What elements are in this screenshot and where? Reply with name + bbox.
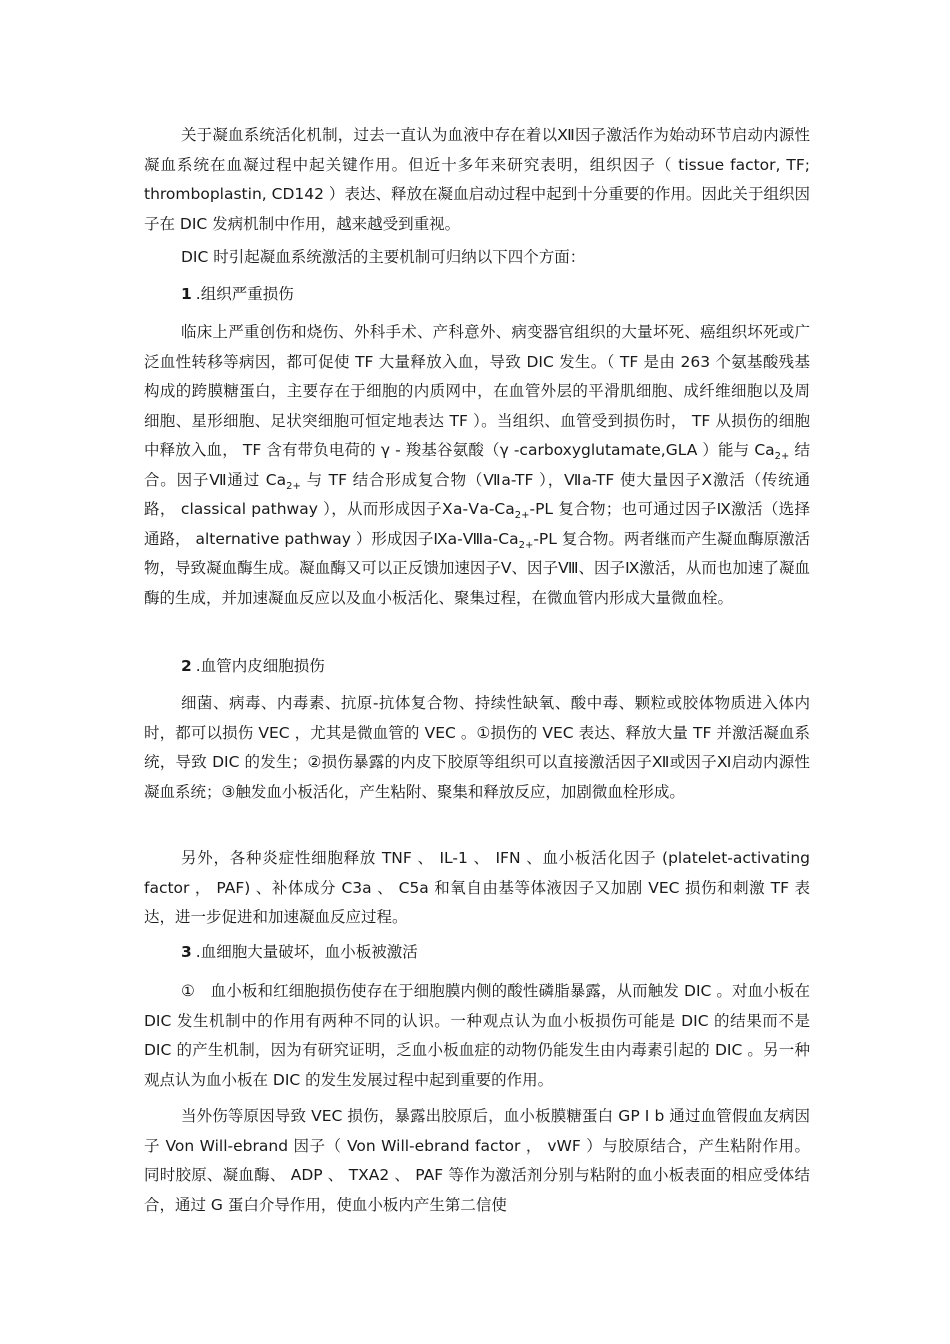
paragraph-inflammatory-cells: 另外，各种炎症性细胞释放 TNF 、 IL-1 、 IFN 、血小板活化因子 (platelet-activating factor ， PAF) 、补体成分 C3a 、 C5a 和氧自由基等体液因子又加剧 VEC 损伤和刺激 TF 表达，进一步促进和加速凝血反应过程。 (144, 849, 810, 926)
text-segment: 与 TF 结合形成复合物（Ⅶa-TF ），Ⅶa-TF 使大量因子Ⅹ激活（传统通路， classical pathway ），从而形成因子Ⅹa-Ⅴa-Ca (144, 470, 810, 518)
paragraph-intro: 关于凝血系统活化机制，过去一直认为血液中存在着以Ⅻ因子激活作为始动环节启动内源性凝血系统在血凝过程中起关键作用。但近十多年来研究表明，组织因子（ tissue factor, TF; thromboplastin, CD142 ）表达、释放在凝血启动过程中起到十分重要的作用。因此关于组织因子在 DIC 发病机制中作用，越来越受到重视。 (144, 126, 810, 233)
paragraph-vec-collagen: 当外伤等原因导致 VEC 损伤，暴露出胶原后，血小板膜糖蛋白 GP Ⅰ b 通过血管假血友病因子 Von Will-ebrand 因子（ Von Will-ebrand factor ， vWF ）与胶原结合，产生粘附作用。同时胶原、凝血酶、 ADP 、 TXA2 、 PAF 等作为激活剂分别与粘附的血小板表面的相应受体结合，通过 G 蛋白介导作用，使血小板内产生第二信使 (144, 1107, 810, 1214)
text-segment: -PL 复合物。两者继而产生凝血酶原激活物，导致凝血酶生成。凝血酶又可以正反馈加速因子Ⅴ、因子Ⅷ、因子Ⅸ激活，从而也加速了凝血酶的生成，并加速凝血反应以及血小板活化、聚集过程，在微血管内形成大量微血栓。 (144, 529, 810, 607)
paragraph-tissue-injury (144, 318, 810, 613)
paragraph-endothelial-injury: 细菌、病毒、内毒素、抗原-抗体复合物、持续性缺氧、酸中毒、颗粒或胶体物质进入体内时，都可以损伤 VEC ，尤其是微血管的 VEC 。①损伤的 VEC 表达、释放大量 TF 并激活凝血系统，导致 DIC 的发生；②损伤暴露的内皮下胶原等组织可以直接激活因子Ⅻ或因子Ⅺ启动内源性凝血系统；③触发血小板活化，产生粘附、聚集和释放反应，加剧微血栓形成。 (144, 694, 810, 801)
subscript: 2+ (514, 510, 530, 521)
section-heading-3 (181, 938, 418, 968)
text-segment: 临床上严重创伤和烧伤、外科手术、产科意外、病变器官组织的大量坏死、癌组织坏死或广泛血性转移等病因，都可促使 TF 大量释放入血，导致 DIC 发生。（ TF 是由 263 个氨基酸残基构成的跨膜糖蛋白，主要存在于细胞的内质网中，在血管外层的平滑肌细胞、成纤维细胞以及周细胞、星形细胞、足状突细胞可恒定地表达 TF ）。当组织、血管受到损伤时， TF 从损伤的细胞中释放入血， TF 含有带负电荷的 γ - 羧基谷氨酸（γ -carboxyglutamate,GLA ）能与 Ca (144, 323, 810, 459)
section-heading-1 (181, 280, 294, 310)
heading-separator: . (195, 657, 201, 675)
heading-text: 组织严重损伤 (200, 285, 294, 303)
text-segment: 结合。因子Ⅶ通过 Ca (144, 441, 810, 489)
paragraph-platelet-damage: ① 血小板和红细胞损伤使存在于细胞膜内侧的酸性磷脂暴露，从而触发 DIC 。对血小板在 DIC 发生机制中的作用有两种不同的认识。一种观点认为血小板损伤可能是 DIC 的结果而不是 DIC 的产生机制，因为有研究证明，乏血小板血症的动物仍能发生由内毒素引起的 DIC 。另一种观点认为血小板在 DIC 的发生发展过程中起到重要的作用。 (144, 982, 810, 1089)
paragraph-mechanisms: DIC 时引起凝血系统激活的主要机制可归纳以下四个方面： (181, 248, 586, 266)
heading-separator: . (195, 285, 201, 303)
heading-number: 1 (181, 285, 192, 303)
subscript: 2+ (518, 539, 534, 551)
text-segment: -PL 复合物；也可通过因子Ⅸ激活（选择通路， alternative pathway ）形成因子Ⅸa-Ⅷa-Ca (144, 500, 810, 548)
heading-text: 血细胞大量破坏，血小板被激活 (200, 943, 418, 961)
heading-separator: . (195, 943, 201, 961)
subscript: 2+ (286, 480, 301, 492)
section-heading-2 (181, 652, 325, 682)
heading-number: 3 (181, 943, 192, 961)
heading-number: 2 (181, 657, 192, 675)
subscript: 2+ (774, 451, 790, 462)
heading-text: 血管内皮细胞损伤 (200, 657, 325, 675)
